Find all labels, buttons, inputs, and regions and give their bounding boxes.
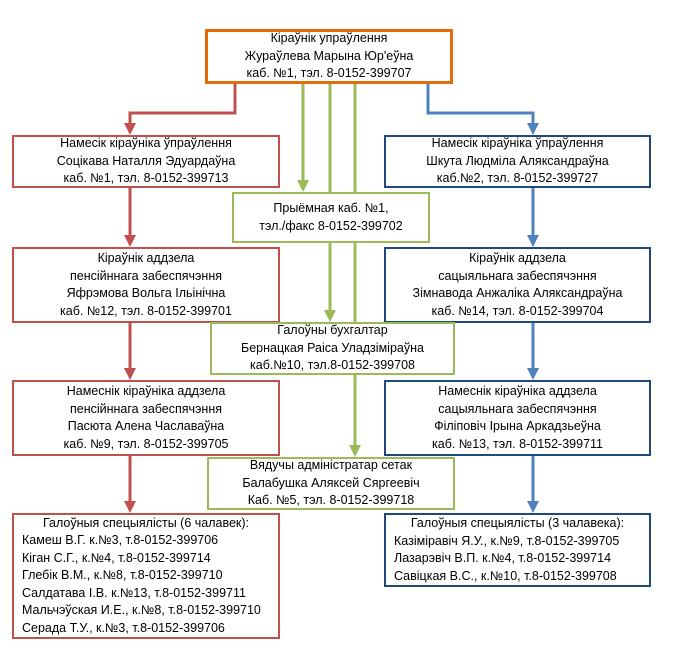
arrowhead-left3	[124, 368, 136, 380]
box-line: каб.№10, тэл.8-0152-399708	[250, 358, 415, 373]
box-line: Жураўлева Марына Юр'еўна	[244, 48, 414, 63]
specialist-entry: Мальчэўская И.Е., к.№8, т.8-0152-399710	[22, 603, 261, 618]
box-line: каб.№2, тэл. 8-0152-399727	[436, 171, 599, 186]
box-line: Намеснік кіраўніка аддзела	[438, 384, 597, 398]
connector-top-to-left1	[130, 84, 235, 124]
arrowhead-right2	[527, 235, 539, 247]
box-line: сацыяльнага забеспячэння	[438, 268, 597, 283]
box-line: Вядучы адміністратар сетак	[249, 458, 413, 473]
social-specialists-box	[384, 513, 651, 587]
box-line: каб. №14, тэл. 8-0152-399704	[431, 303, 604, 318]
pension-deputy-head-box	[12, 380, 280, 456]
box-line: Бернацкая Раіса Уладзіміраўна	[241, 340, 424, 355]
box-line: каб. №9, тэл. 8-0152-399705	[63, 436, 229, 451]
specialist-entry: Савіцкая В.С., к.№10, т.8-0152-399708	[394, 568, 617, 583]
pension-dept-head-box	[12, 247, 280, 323]
specialist-entry: Казіміравіч Я.У., к.№9, т.8-0152-399705	[394, 533, 620, 548]
box-line: Шкута Людміла Аляксандраўна	[426, 153, 609, 168]
box-line: Яфрэмова Вольга Ільінічна	[66, 286, 226, 300]
box-line: Філіповіч Ірына Аркадзьеўна	[434, 419, 601, 433]
social-dept-head-box	[384, 247, 651, 323]
box-line: тэл./факс 8-0152-399702	[259, 218, 403, 233]
box-line: Балабушка Аляксей Сяргеевіч	[242, 475, 420, 490]
box-line: каб. №1, тэл. 8-0152-399713	[63, 171, 229, 186]
arrowhead-left2	[124, 235, 136, 247]
arrowhead-left1	[124, 123, 136, 135]
box-line: Кіраўнік аддзела	[97, 251, 195, 265]
box-line: Каб. №5, тэл. 8-0152-399718	[247, 493, 415, 508]
box-line: пенсійннага забеспячэння	[69, 268, 222, 283]
deputy-head-pension-box	[12, 135, 280, 188]
box-line: Прыёмная каб. №1,	[273, 201, 389, 215]
box-line: каб. №13, тэл. 8-0152-399711	[432, 436, 603, 451]
arrowhead-admin	[349, 445, 361, 457]
box-line: пенсійннага забеспячэння	[69, 401, 222, 416]
box-line: Пасюта Алена Чаславаўна	[67, 419, 225, 433]
box-line: каб. №12, тэл. 8-0152-399701	[60, 303, 232, 318]
connector-top-to-right1	[428, 84, 533, 124]
box-line: Кіраўнік упраўлення	[270, 31, 388, 46]
box-line: Соцікава Наталля Эдуардаўна	[56, 153, 236, 168]
head-of-administration-box	[205, 29, 453, 84]
arrowhead-reception	[297, 180, 309, 192]
specialist-entry: Глебік В.М., к.№8, т.8-0152-399710	[22, 568, 223, 583]
arrowhead-right4	[527, 501, 539, 513]
specialists-heading: Галоўныя спецыялісты (6 чалавек):	[42, 515, 250, 530]
box-line: Намеснік кіраўніка аддзела	[66, 384, 226, 398]
box-line: Галоўны бухгалтар	[277, 323, 388, 338]
arrowhead-right3	[527, 368, 539, 380]
arrowhead-right1	[527, 123, 539, 135]
arrowhead-left4	[124, 501, 136, 513]
specialist-entry: Серада Т.У., к.№3, т.8-0152-399706	[22, 620, 225, 635]
chief-accountant-box	[210, 322, 455, 375]
pension-specialists-box	[12, 513, 280, 639]
specialist-entry: Камеш В.Г. к.№3, т.8-0152-399706	[22, 533, 219, 548]
box-line: Зімнавода Анжаліка Аляксандраўна	[412, 286, 623, 300]
network-admin-box	[207, 457, 455, 510]
social-deputy-head-box	[384, 380, 651, 456]
box-line: сацыяльнага забеспячэння	[438, 401, 597, 416]
reception-box	[232, 192, 430, 243]
specialist-entry: Салдатава І.В. к.№13, т.8-0152-399711	[22, 585, 246, 600]
specialist-entry: Кіган С.Г., к.№4, т.8-0152-399714	[22, 550, 211, 565]
deputy-head-social-box	[384, 135, 651, 188]
box-line: Кіраўнік аддзела	[469, 251, 566, 265]
specialist-entry: Лазарэвіч В.П. к.№4, т.8-0152-399714	[394, 551, 612, 565]
specialists-heading: Галоўныя спецыялісты (3 чалавека):	[410, 516, 625, 530]
box-line: Намесік кіраўніка ўпраўлення	[431, 136, 604, 151]
box-line: Намесік кіраўніка ўпраўлення	[60, 136, 232, 151]
box-line: каб. №1, тэл. 8-0152-399707	[246, 66, 412, 81]
arrowhead-accountant	[324, 310, 336, 322]
